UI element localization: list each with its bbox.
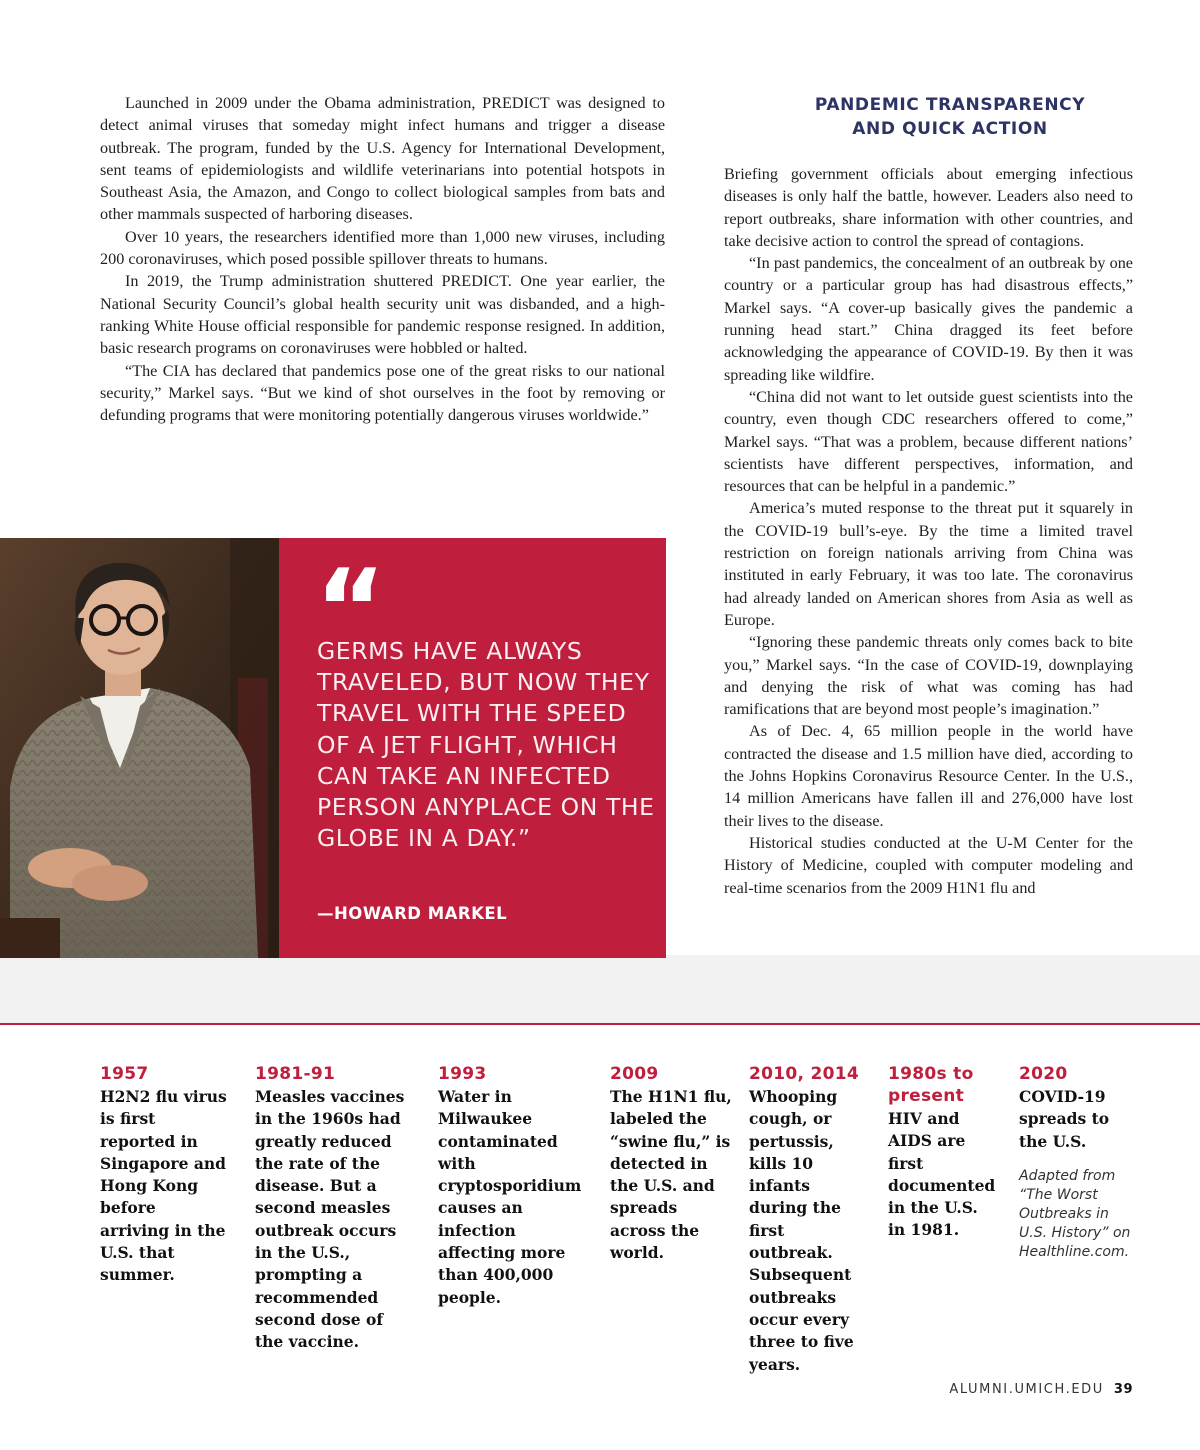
timeline-entry-2010-2014 [749,1063,871,1376]
timeline-entry-2009 [610,1063,732,1264]
portrait-photo [0,538,279,958]
body-paragraph: Over 10 years, the researchers identified more than 1,000 new viruses, including 200 coronaviruses, which posed possible spillover threats to humans. [100,227,665,269]
timeline-year: 1980s to present [888,1064,974,1106]
timeline-year: 2010, 2014 [749,1064,860,1084]
timeline-entry-1980s-to-present [888,1063,1000,1242]
timeline-entry-2020 [1019,1063,1139,1262]
body-paragraph: America’s muted response to the threat put it squarely in the COVID-19 bull’s-eye. By the time a limited travel restriction on foreign nationals arriving from China was instituted in early February, it was too late. The coronavirus had already landed on American shores from Asia as well as Europe. [724,499,1133,629]
timeline-band-left [0,958,666,1023]
timeline-text: Whooping cough, or pertussis, kills 10 infants during the first outbreak. Subsequent outbreaks occur every three to five years. [749,1087,854,1374]
timeline-year: 1993 [438,1064,487,1084]
timeline-text: COVID-19 spreads to the U.S. [1019,1087,1110,1151]
timeline-year: 2020 [1019,1064,1068,1084]
timeline-year: 1957 [100,1064,149,1084]
timeline-text: Water in Milwaukee contaminated with cryptosporidium causes an infection affecting more than 400,000 people. [438,1087,582,1307]
section-heading [770,93,1130,141]
pull-quote-box [279,538,666,958]
pull-quote-attribution: —HOWARD MARKEL [317,904,508,923]
body-paragraph: “China did not want to let outside guest scientists into the country, even though CDC researchers offered to come,” Markel says. “That was a problem, because different nations’ scientists have different perspectives, information, and resources that can be helpful in a pandemic.” [724,387,1133,496]
body-paragraph: As of Dec. 4, 65 million people in the world have contracted the disease and 1.5 million have died, according to the Johns Hopkins Coronavirus Resource Center. In the U.S., 14 million Americans have fallen ill and 276,000 have lost their lives to the disease. [724,722,1133,830]
body-paragraph: “The CIA has declared that pandemics pose one of the great risks to our national security,” Markel says. “But we kind of shot ourselves in the foot by removing or defunding programs that were monitoring potentially dangerous viruses worldwide.” [100,361,665,425]
timeline-entry-1957 [100,1063,230,1287]
footer-site: ALUMNI.UMICH.EDU [949,1382,1104,1397]
timeline-band [666,955,1200,1023]
section-heading-line1: PANDEMIC TRANSPARENCY [814,95,1086,115]
body-paragraph: In 2019, the Trump administration shuttered PREDICT. One year earlier, the National Security Council’s global health security unit was disbanded, and a high-ranking White House official responsible for pandemic response resigned. In addition, basic research programs on coronaviruses were hobbled or halted. [100,272,665,358]
source-credit: Adapted from “The Worst Outbreaks in U.S. History” on Healthline.com. [1019,1167,1131,1260]
timeline-year: 2009 [610,1064,659,1084]
right-column [724,163,1133,899]
body-paragraph: Historical studies conducted at the U-M Center for the History of Medicine, coupled with computer modeling and real-time scenarios from the 2009 H1N1 flu and [724,833,1133,897]
timeline-entry-1981-91 [255,1063,415,1354]
timeline-year: 1981-91 [255,1064,336,1084]
timeline-text: The H1N1 flu, labeled the “swine flu,” is detected in the U.S. and spreads across the world. [610,1087,732,1263]
body-paragraph: “In past pandemics, the concealment of an outbreak by one country or a particular group has had disastrous effects,” Markel says. “A cover-up basically gives the pandemic a running head start.” China dragged its feet before acknowledging the appearance of COVID-19. By then it was spreading like wildfire. [724,254,1133,384]
timeline-rule [0,1023,1200,1025]
portrait-illustration [0,538,279,958]
timeline-text: HIV and AIDS are first documented in the U.S. in 1981. [888,1109,996,1240]
timeline-text: H2N2 flu virus is first reported in Singapore and Hong Kong before arriving in the U.S. that summer. [100,1087,227,1285]
left-column [100,92,665,426]
body-paragraph: Briefing government officials about emerging infectious diseases is only half the battle, however. Leaders also need to report outbreaks, share information with other countries, and take decisive action to control the spread of contagions. [724,165,1133,250]
body-paragraph: “Ignoring these pandemic threats only comes back to bite you,” Markel says. “In the case of COVID-19, downplaying and denying the risk of what was coming has had ramifications that are beyond most people’s imagination.” [724,633,1133,719]
pull-quote-text: GERMS HAVE ALWAYS TRAVELED, BUT NOW THEY TRAVEL WITH THE SPEED OF A JET FLIGHT, WHICH CAN TAKE AN INFECTED PERSON ANYPLACE ON THE GLOBE IN A DAY.” [317,637,655,853]
quote-mark-icon: “ [315,547,386,672]
section-heading-line2: AND QUICK ACTION [852,119,1048,139]
page-number: 39 [1113,1382,1133,1397]
body-paragraph: Launched in 2009 under the Obama administration, PREDICT was designed to detect animal viruses that someday might infect humans and trigger a disease outbreak. The program, funded by the U.S. Agency for International Development, sent teams of epidemiologists and wildlife veterinarians into potential hotspots in Southeast Asia, the Amazon, and Congo to collect biological samples from bats and other mammals suspected of harboring diseases. [100,94,665,224]
timeline-entry-1993 [438,1063,590,1309]
page-footer [949,1382,1133,1397]
timeline-text: Measles vaccines in the 1960s had greatly reduced the rate of the disease. But a second measles outbreak occurs in the U.S., prompting a recommended second dose of the vaccine. [255,1087,405,1352]
